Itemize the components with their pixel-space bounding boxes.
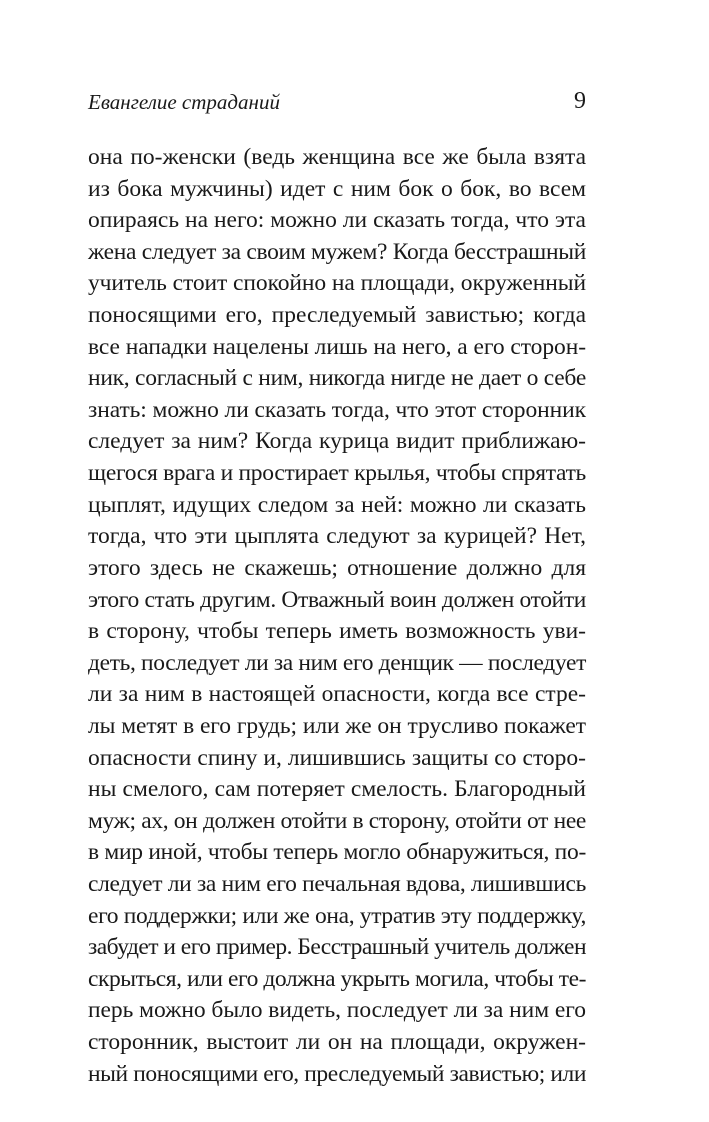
text-line: его поддержки; или же она, утратив эту поддержку,: [88, 902, 586, 929]
text-line: ник, согласный с ним, никогда нигде не дает о себе: [88, 365, 586, 392]
text-line: перь можно было видеть, последует ли за ним его: [88, 997, 586, 1024]
text-line: тогда, что эти цыплята следуют за курицей? Нет,: [88, 523, 586, 550]
text-line: ный поносящими его, преследуемый завистью; или: [88, 1060, 586, 1087]
text-line: учитель стоит спокойно на площади, окруженный: [88, 270, 587, 297]
text-line: забудет и его пример. Бесстрашный учитель должен: [88, 934, 586, 961]
text-line: скрыться, или его должна укрыть могила, чтобы те-: [88, 965, 586, 992]
text-line: в сторону, чтобы теперь иметь возможность уви-: [88, 618, 586, 645]
text-line: ли за ним в настоящей опасности, когда все стре-: [88, 681, 586, 708]
text-line: все нападки нацелены лишь на него, а его сторон-: [88, 333, 586, 360]
running-title: Евангелие страданий: [88, 90, 280, 114]
text-line: знать: можно ли сказать тогда, что этот сторонник: [88, 396, 586, 423]
text-line: этого здесь не скажешь; отношение должно для: [88, 554, 586, 581]
text-line: в мир иной, чтобы теперь могло обнаружиться, по-: [88, 839, 586, 866]
text-line: этого стать другим. Отважный воин должен отойти: [88, 586, 587, 613]
text-line: щегося врага и простирает крылья, чтобы спрятать: [88, 460, 586, 487]
text-line: муж; ах, он должен отойти в сторону, отойти от нее: [88, 807, 586, 834]
running-head: [88, 88, 586, 118]
page-number: 9: [574, 88, 586, 114]
text-line: опасности спину и, лишившись защиты со сторо-: [88, 744, 586, 771]
text-line: жена следует за своим мужем? Когда бесстрашный: [88, 238, 586, 265]
text-line: поносящими его, преследуемый завистью; когда: [88, 302, 586, 329]
text-line: сторонник, выстоит ли он на площади, окружен-: [88, 1029, 586, 1056]
text-line: следует за ним? Когда курица видит приближаю-: [88, 428, 586, 455]
text-line: из бока мужчины) идет с ним бок о бок, во всем: [88, 175, 586, 202]
text-line: ны смелого, сам потеряет смелость. Благородный: [88, 776, 586, 803]
text-line: следует ли за ним его печальная вдова, лишившись: [88, 871, 586, 898]
text-line: опираясь на него: можно ли сказать тогда, что эта: [88, 207, 586, 234]
text-line: деть, последует ли за ним его денщик — последует: [88, 649, 586, 676]
text-line: цыплят, идущих следом за ней: можно ли сказать: [88, 491, 586, 518]
text-line: лы метят в его грудь; или же он трусливо покажет: [88, 712, 587, 739]
text-line: она по-женски (ведь женщина все же была взята: [88, 144, 586, 170]
body-text: [88, 142, 586, 1090]
